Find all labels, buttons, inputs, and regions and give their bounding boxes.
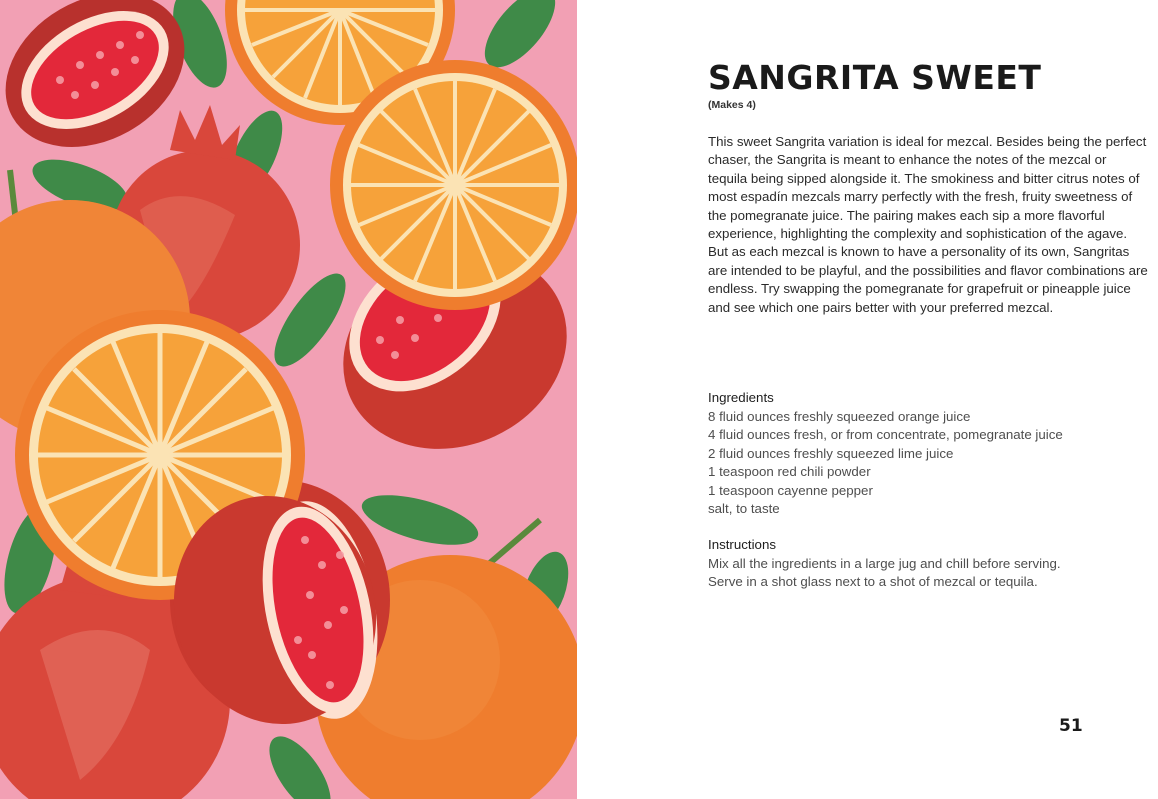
recipe-intro: This sweet Sangrita variation is ideal for mezcal. Besides being the perfect chaser, the Sangrita is meant to enhance the notes of the mezcal or tequila being sipped alongside it. The smokiness and bitter citrus notes of most espadín mezcals marry perfectly with the fresh, fruity sweetness of the pomegranate juice. The pairing makes each sip a more flavorful experience, highlighting the complexity and sophistication of the agave. But as each mezcal is known to have a personality of its own, Sangritas are intended to be playful, and the possibilities and flavor combinations are endless. Try swapping the pomegranate for grapefruit or pineapple juice and see which one pairs better with your preferred mezcal. xyxy=(708,134,1148,315)
instructions-list xyxy=(708,555,1061,592)
instructions-heading: Instructions xyxy=(708,537,776,552)
ingredient-item: 4 fluid ounces fresh, or from concentrate, pomegranate juice xyxy=(708,427,1063,443)
ingredients-list xyxy=(708,408,1063,518)
page-number: 51 xyxy=(1059,716,1083,736)
ingredient-item: 1 teaspoon red chili powder xyxy=(708,464,871,480)
recipe-title: SANGRITA SWEET xyxy=(708,58,1042,97)
ingredient-item: 1 teaspoon cayenne pepper xyxy=(708,482,873,498)
recipe-yield: (Makes 4) xyxy=(708,99,756,111)
orange-slice-right xyxy=(330,60,577,310)
ingredient-item: 8 fluid ounces freshly squeezed orange juice xyxy=(708,409,971,424)
fruit-illustration xyxy=(0,0,577,799)
ingredient-item: salt, to taste xyxy=(708,501,780,517)
ingredients-heading: Ingredients xyxy=(708,390,774,405)
instruction-line: Mix all the ingredients in a large jug and chill before serving. xyxy=(708,556,1061,571)
citrus-pomegranate-artwork xyxy=(0,0,577,799)
recipe-page xyxy=(577,0,1158,799)
ingredient-item: 2 fluid ounces freshly squeezed lime juice xyxy=(708,445,954,461)
instruction-line: Serve in a shot glass next to a shot of mezcal or tequila. xyxy=(708,574,1038,590)
